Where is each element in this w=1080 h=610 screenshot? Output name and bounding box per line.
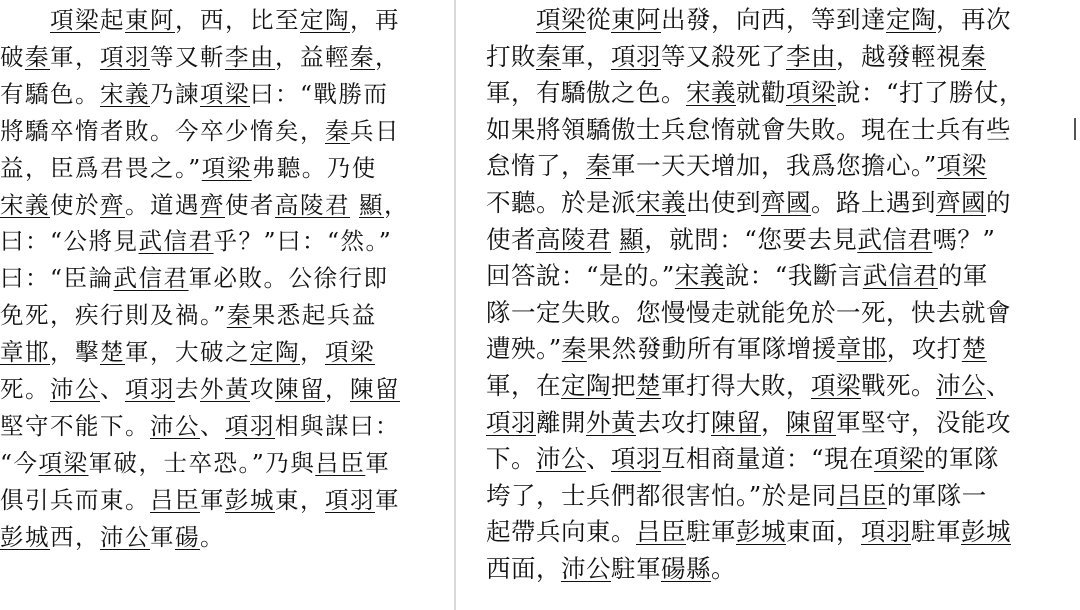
text-segment: 軍打得大敗，: [661, 371, 811, 400]
text-segment: 、: [986, 371, 1011, 400]
text-line: [0, 410, 400, 444]
text-line: [486, 224, 995, 258]
proper-noun: 齊: [200, 190, 225, 219]
text-segment: 果然發動所有軍隊增援: [586, 334, 837, 364]
proper-noun: 彭城: [961, 517, 1011, 547]
text-segment: ，再: [350, 6, 400, 34]
proper-noun: 秦: [325, 116, 350, 145]
text-segment: 西面，: [486, 554, 561, 583]
proper-noun: 武信君: [138, 227, 214, 256]
proper-noun: 武信君: [862, 261, 938, 291]
text-segment: 曰：“臣論: [0, 264, 114, 293]
text-line: [486, 553, 736, 587]
text-segment: 出使到: [686, 188, 761, 217]
text-segment: 駐軍: [686, 517, 736, 547]
column-divider: [454, 0, 456, 610]
proper-noun: 彭城: [736, 517, 786, 547]
text-segment: 。: [711, 554, 736, 583]
text-segment: 軍一天天增加，我爲您擔心。”: [611, 151, 937, 181]
proper-noun: 項梁: [38, 448, 89, 477]
text-segment: 等又殺死了: [661, 41, 786, 71]
proper-noun: 齊: [100, 190, 125, 219]
text-segment: 回答說：“是的。”: [486, 261, 675, 291]
text-segment: 東面，: [786, 517, 861, 547]
proper-noun: 宋義: [674, 261, 725, 291]
text-segment: 駐軍: [911, 517, 961, 547]
text-segment: 免死，疾行則及禍。”: [0, 301, 227, 330]
text-segment: [0, 6, 50, 34]
text-segment: 將驕卒惰者敗。今卒少惰矣，: [0, 116, 325, 145]
proper-noun: 顯: [358, 190, 384, 219]
proper-noun: 吕臣: [836, 480, 887, 510]
text-segment: 互相商量道：“現在: [661, 444, 875, 474]
proper-noun: 陳留: [350, 375, 400, 403]
text-segment: 、: [200, 411, 225, 440]
text-line: [486, 4, 1011, 38]
proper-noun: 沛公: [936, 371, 986, 400]
text-segment: 。道遇: [125, 190, 200, 219]
proper-noun: 齊國: [761, 188, 811, 217]
proper-noun: 李由: [786, 41, 836, 71]
text-segment: 軍: [200, 485, 225, 514]
text-segment: 軍: [365, 448, 391, 477]
text-segment: 曰：“公將見: [0, 227, 139, 256]
text-segment: ，: [383, 190, 409, 219]
proper-noun: 沛公: [100, 522, 150, 551]
proper-noun: 秦: [25, 42, 50, 71]
text-segment: 戰死。: [861, 371, 936, 400]
proper-noun: 項羽: [125, 375, 175, 403]
text-line: [486, 150, 987, 184]
proper-noun: 外黃: [586, 407, 636, 437]
text-segment: ，再次: [936, 5, 1011, 34]
text-line: [486, 41, 986, 75]
text-segment: 軍堅守，没能攻: [836, 407, 1011, 437]
proper-noun: 項梁: [811, 371, 861, 400]
text-segment: 的: [986, 188, 1011, 217]
text-segment: 把: [611, 371, 636, 400]
text-segment: 軍: [375, 485, 400, 514]
proper-noun: 項羽: [861, 517, 911, 547]
proper-noun: 章邯: [836, 334, 887, 364]
text-line: [486, 297, 1011, 331]
text-line: [486, 187, 1011, 221]
text-segment: 出發，向西，等到達: [661, 5, 886, 34]
text-segment: 軍，: [50, 42, 100, 71]
text-segment: 軍，大破之: [125, 338, 250, 367]
text-segment: ，: [325, 375, 350, 403]
text-segment: 、: [100, 375, 125, 403]
text-segment: 隊一定失敗。您慢慢走就能免於一死，快去就會: [486, 297, 1011, 327]
proper-noun: 李由: [225, 42, 275, 71]
text-line: [0, 115, 400, 149]
proper-noun: 項羽: [225, 411, 275, 440]
proper-noun: 楚: [100, 338, 125, 367]
text-segment: 俱引兵而東。: [0, 485, 150, 514]
text-segment: 軍，在: [486, 371, 561, 400]
text-segment: 兵日: [350, 116, 400, 145]
text-segment: 、: [586, 444, 611, 474]
proper-noun: 吕臣: [636, 517, 686, 547]
proper-noun: 定陶: [250, 338, 300, 367]
text-line: [486, 480, 987, 514]
text-line: [0, 225, 392, 259]
proper-noun: 彭城: [225, 485, 275, 514]
proper-noun: 秦: [536, 41, 561, 71]
text-segment: 西，: [50, 522, 100, 551]
text-segment: [486, 5, 536, 34]
text-segment: 軍，有驕傲之色。: [486, 78, 686, 108]
text-segment: 軍必敗。公徐行即: [188, 264, 389, 293]
text-segment: 的軍隊: [924, 444, 1000, 474]
text-segment: 破: [0, 42, 25, 71]
proper-noun: 外黃: [200, 375, 250, 403]
proper-noun: 項羽: [611, 444, 661, 474]
text-line: [0, 373, 400, 407]
text-line: [0, 78, 389, 112]
text-line: [0, 4, 400, 38]
text-segment: 。路上遇到: [811, 188, 936, 217]
proper-noun: 章邯: [0, 338, 50, 367]
text-line: [0, 447, 390, 481]
proper-noun: 陳留: [711, 407, 761, 437]
text-segment: ，: [761, 407, 786, 437]
proper-noun: 項梁: [874, 444, 925, 474]
proper-noun: 項羽: [611, 41, 661, 71]
text-segment: ，: [300, 338, 325, 367]
text-segment: 怠惰了，: [486, 151, 586, 181]
text-line: [0, 189, 409, 223]
proper-noun: 吕臣: [150, 485, 200, 514]
proper-noun: 秦: [586, 151, 611, 181]
text-segment: 使者: [486, 224, 536, 254]
text-segment: 弗聽。乃使: [251, 153, 377, 182]
text-segment: 駐軍: [611, 554, 661, 583]
proper-noun: 秦: [226, 301, 252, 330]
proper-noun: 碭縣: [661, 554, 711, 583]
text-line: [0, 521, 225, 555]
text-segment: 起: [100, 6, 125, 34]
text-segment: ，越發輕視: [836, 41, 961, 71]
text-segment: ，攻打: [886, 334, 962, 364]
text-segment: 曰：“戰勝而: [250, 79, 389, 108]
text-line: [486, 443, 999, 477]
text-line: [486, 77, 1024, 111]
text-segment: 就勸: [736, 78, 786, 108]
text-segment: 果悉起兵益: [251, 301, 377, 330]
proper-noun: 沛公: [536, 444, 586, 474]
text-segment: 遭殃。”: [486, 334, 562, 364]
text-segment: 相與謀曰：: [275, 411, 400, 440]
text-segment: 如果將領驕傲士兵怠惰就會失敗。現在士兵有些: [486, 114, 1011, 144]
text-segment: 垮了，士兵們都很害怕。”於是同: [486, 480, 837, 510]
text-segment: 軍破，士卒恐。”乃與: [88, 448, 316, 477]
text-line: [0, 299, 377, 333]
scrollbar-edge: [1074, 118, 1076, 140]
proper-noun: 宋義: [686, 78, 736, 108]
proper-noun: 項梁: [50, 6, 100, 34]
proper-noun: 定陶: [300, 6, 350, 34]
proper-noun: 楚: [636, 371, 661, 400]
text-segment: 去攻打: [636, 407, 711, 437]
text-line: [0, 262, 389, 296]
proper-noun: 秦: [961, 41, 986, 71]
text-segment: 下。: [486, 444, 536, 474]
text-segment: ，就問：“您要去見: [644, 224, 858, 254]
proper-noun: 高陵君: [275, 190, 350, 219]
proper-noun: 項梁: [786, 78, 836, 108]
proper-noun: 彭城: [0, 522, 50, 551]
proper-noun: 東阿: [611, 5, 661, 34]
proper-noun: 陳留: [786, 407, 836, 437]
proper-noun: 定陶: [561, 371, 611, 400]
proper-noun: 碭: [175, 522, 200, 551]
text-segment: 攻: [250, 375, 275, 403]
text-line: [0, 41, 400, 75]
proper-noun: 秦: [350, 42, 375, 71]
text-segment: 的軍: [937, 261, 988, 291]
text-segment: ，西，比至: [175, 6, 300, 34]
text-segment: 等又斬: [150, 42, 225, 71]
text-line: [486, 370, 1011, 404]
proper-noun: 齊國: [936, 188, 986, 217]
text-segment: [350, 191, 359, 219]
proper-noun: 武信君: [113, 264, 189, 293]
proper-noun: 沛公: [150, 411, 200, 440]
text-segment: 說：“我斷言: [724, 261, 863, 291]
text-line: [486, 407, 1011, 441]
proper-noun: 項羽: [325, 485, 375, 514]
text-segment: 使者: [225, 190, 275, 219]
proper-noun: 項梁: [200, 79, 250, 108]
text-segment: 乃諫: [150, 79, 200, 108]
proper-noun: 沛公: [50, 375, 100, 403]
text-segment: ，益輕: [275, 42, 350, 71]
text-segment: 堅守不能下。: [0, 411, 150, 440]
text-line: [486, 114, 1011, 148]
proper-noun: 楚: [961, 334, 987, 364]
text-segment: 從: [586, 5, 611, 34]
text-segment: 使於: [50, 190, 100, 219]
text-segment: 打敗: [486, 41, 536, 71]
proper-noun: 宋義: [636, 188, 686, 217]
text-segment: 嗎？”: [932, 224, 996, 254]
text-line: [486, 333, 987, 367]
proper-noun: 宋義: [0, 190, 50, 219]
text-segment: 。: [200, 522, 225, 551]
text-line: [486, 260, 988, 294]
text-segment: 死。: [0, 375, 50, 403]
text-line: [0, 336, 375, 370]
proper-noun: 項梁: [936, 151, 987, 181]
proper-noun: 項梁: [201, 153, 252, 182]
proper-noun: 項羽: [100, 42, 150, 71]
text-segment: 不聽。於是派: [486, 188, 636, 217]
text-segment: 離開: [536, 407, 586, 437]
proper-noun: 陳留: [275, 375, 325, 403]
proper-noun: 吕臣: [315, 448, 366, 477]
text-segment: 起帶兵向東。: [486, 517, 636, 547]
proper-noun: 秦: [561, 334, 587, 364]
text-segment: 乎？”曰：“然。”: [213, 227, 393, 256]
text-segment: 東，: [275, 485, 325, 514]
text-segment: 去: [175, 375, 200, 403]
proper-noun: 高陵君: [536, 224, 611, 254]
text-line: [0, 152, 377, 186]
text-segment: ，擊: [50, 338, 100, 367]
text-segment: 軍，: [561, 41, 611, 71]
text-segment: ，: [375, 42, 400, 71]
text-segment: 的軍隊一: [886, 480, 987, 510]
proper-noun: 項梁: [325, 338, 375, 367]
proper-noun: 東阿: [125, 6, 175, 34]
proper-noun: 項梁: [536, 5, 586, 34]
text-segment: 軍: [150, 522, 175, 551]
text-line: [486, 516, 1011, 550]
proper-noun: 顯: [619, 224, 645, 254]
text-segment: “今: [0, 448, 39, 477]
proper-noun: 宋義: [100, 79, 150, 108]
text-segment: 說：“打了勝仗，: [836, 78, 1025, 108]
proper-noun: 定陶: [886, 5, 936, 34]
text-segment: 有驕色。: [0, 79, 100, 108]
text-segment: 益，臣爲君畏之。”: [0, 153, 202, 182]
proper-noun: 武信君: [857, 224, 933, 254]
text-line: [0, 484, 400, 518]
proper-noun: 沛公: [561, 554, 611, 583]
proper-noun: 項羽: [486, 407, 536, 437]
